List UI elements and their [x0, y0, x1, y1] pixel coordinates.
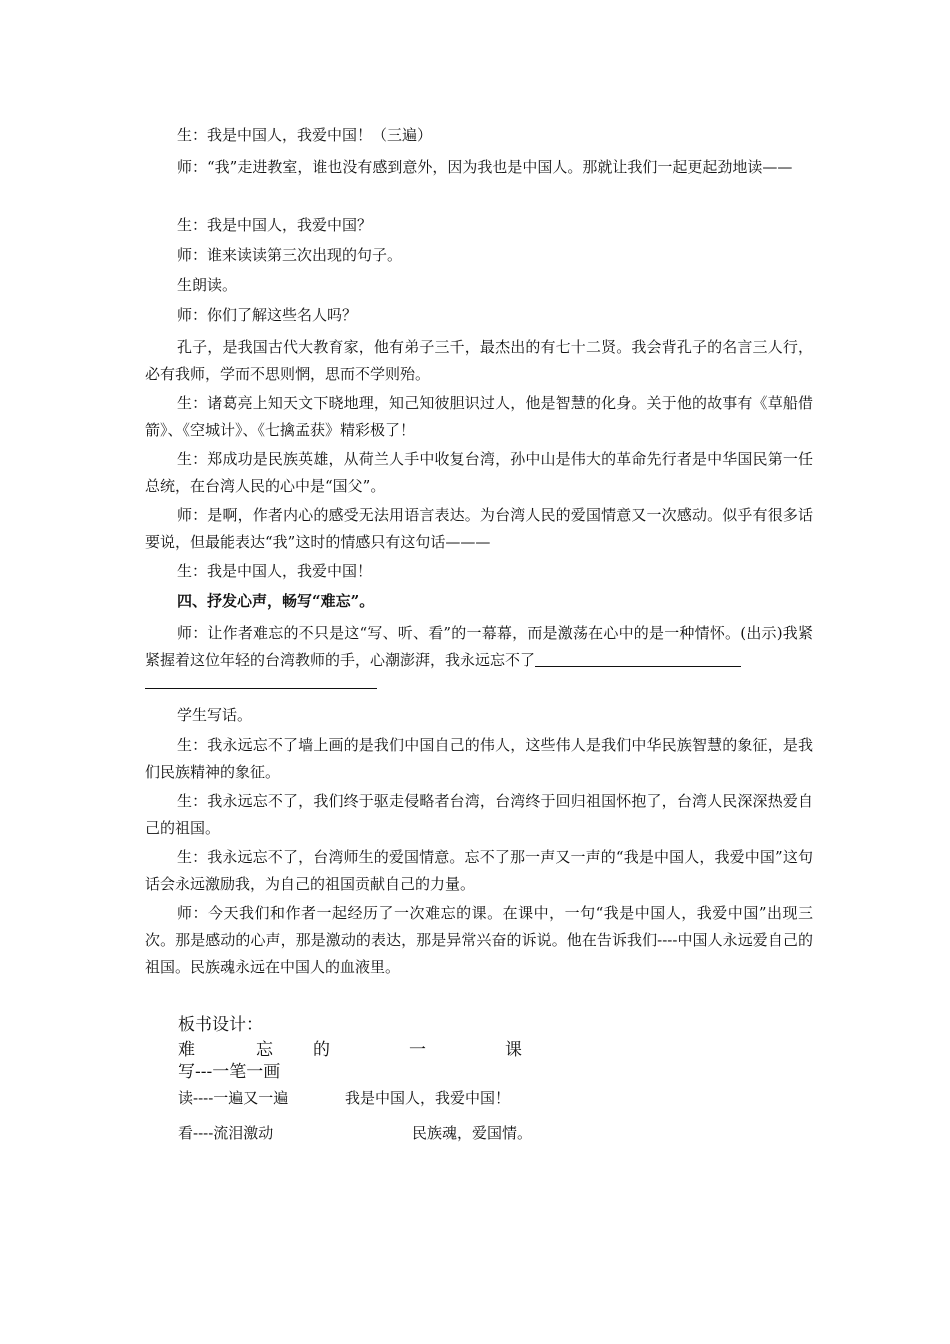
paragraph: 师：是啊，作者内心的感受无法用语言表达。为台湾人民的爱国情意又一次感动。似乎有很多话要说，但最能表达“我”这时的情感只有这句话———	[145, 506, 813, 551]
paragraph: 师：你们了解这些名人吗？	[177, 306, 358, 324]
board-title-char: 忘	[256, 1040, 273, 1060]
board-line: 我是中国人，我爱中国！	[345, 1089, 511, 1107]
paragraph: 师：谁来读读第三次出现的句子。	[177, 246, 403, 264]
paragraph: 生：我是中国人，我爱中国？	[177, 216, 373, 234]
paragraph: 师：“我”走进教室，谁也没有感到意外，因为我也是中国人。那就让我们一起更起劲地读——	[177, 158, 793, 176]
paragraph: 生：我是中国人，我爱中国！	[177, 562, 373, 580]
board-line: 读----一遍又一遍	[178, 1089, 289, 1107]
paragraph: 生：我永远忘不了墙上画的是我们中国自己的伟人，这些伟人是我们中华民族智慧的象征，是我们民族精神的象征。	[145, 736, 813, 781]
board-title-char: 的	[313, 1040, 330, 1060]
paragraph: 生：郑成功是民族英雄，从荷兰人手中收复台湾，孙中山是伟大的革命先行者是中华国民第一任总统，在台湾人民的心中是“国父”。	[145, 450, 813, 495]
board-line: 看----流泪激动	[178, 1124, 274, 1142]
board-heading: 板书设计：	[178, 1015, 263, 1035]
fill-in-blank-continuation	[145, 688, 377, 689]
board-title-char: 一	[409, 1040, 426, 1060]
board-title-char: 难	[178, 1040, 195, 1060]
paragraph: 孔子，是我国古代大教育家，他有弟子三千，最杰出的有七十二贤。我会背孔子的名言三人行，必有我师，学而不思则惘，思而不学则殆。	[145, 338, 813, 383]
section-heading: 四、抒发心声，畅写“难忘”。	[177, 592, 375, 610]
paragraph: 生：诸葛亮上知天文下晓地理，知己知彼胆识过人，他是智慧的化身。关于他的故事有《草船借箭》、《空城计》、《七擒孟获》精彩极了！	[145, 394, 813, 439]
paragraph: 生朗读。	[177, 276, 238, 294]
board-line: 民族魂，爱国情。	[412, 1124, 533, 1142]
paragraph: 学生写话。	[177, 706, 253, 724]
paragraph: 生：我是中国人，我爱中国！（三遍）	[177, 126, 433, 144]
paragraph: 师：今天我们和作者一起经历了一次难忘的课。在课中，一句“我是中国人，我爱中国”出现三次。那是感动的心声，那是激动的表达，那是异常兴奋的诉说。他在告诉我们----中国人永远爱自己的祖国。民族魂永远在中国人的血液里。	[145, 904, 813, 976]
paragraph-text: 师：让作者难忘的不只是这“写、听、看”的一幕幕，而是激荡在心中的是一种情怀。(出示)我紧紧握着这位年轻的台湾教师的手，心潮澎湃，我永远忘不了	[145, 624, 813, 669]
fill-in-blank	[535, 652, 741, 667]
paragraph-with-blank	[145, 620, 813, 674]
paragraph: 生：我永远忘不了，我们终于驱走侵略者台湾，台湾终于回归祖国怀抱了，台湾人民深深热爱自己的祖国。	[145, 792, 813, 837]
board-line: 写---一笔一画	[178, 1062, 281, 1082]
paragraph: 生：我永远忘不了，台湾师生的爱国情意。忘不了那一声又一声的“我是中国人，我爱中国”这句话会永远激励我，为自己的祖国贡献自己的力量。	[145, 848, 813, 893]
board-title-char: 课	[505, 1040, 522, 1060]
